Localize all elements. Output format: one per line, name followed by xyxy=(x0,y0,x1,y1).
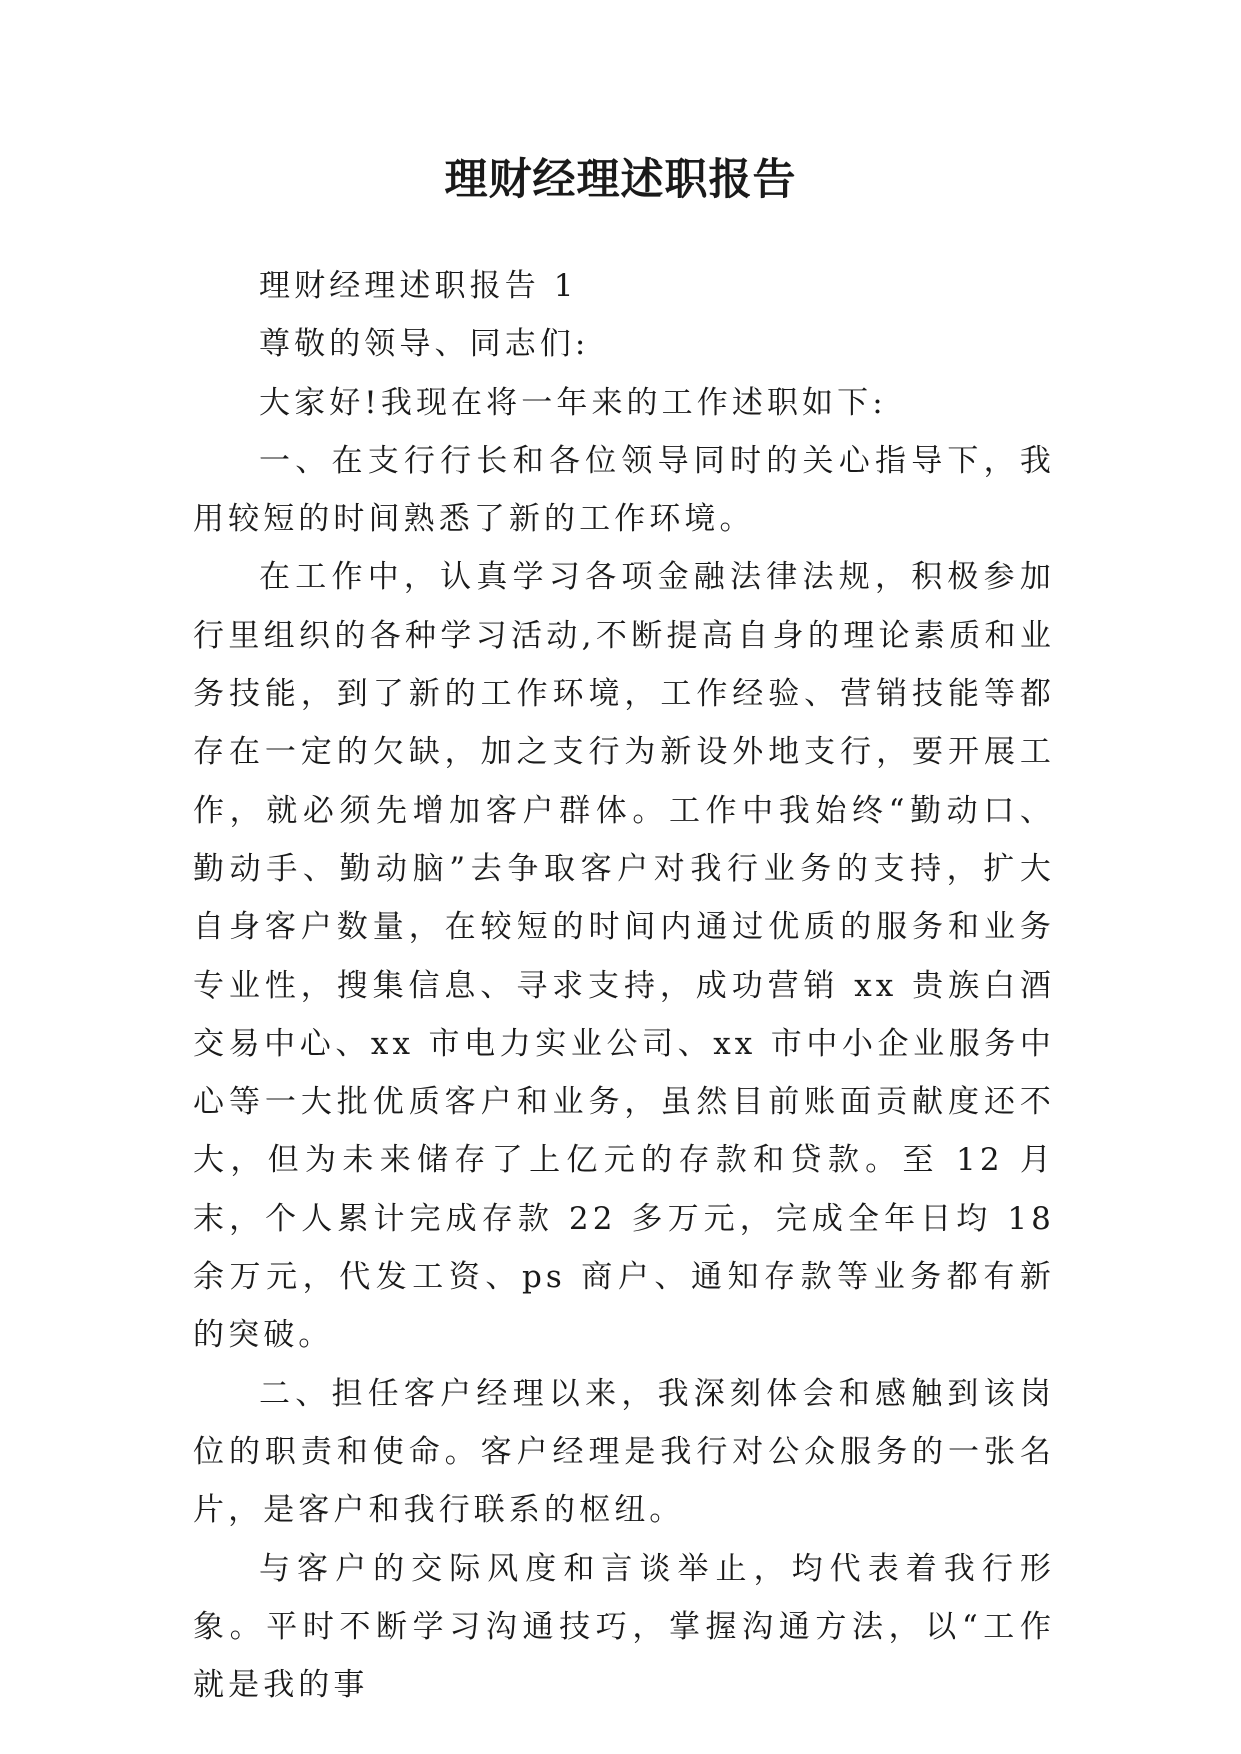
document-title: 理财经理述职报告 xyxy=(444,155,797,205)
salutation: 尊敬的领导、同志们: xyxy=(259,326,590,363)
section-two-paragraph: 二、担任客户经理以来，我深刻体会和感触到该岗位的职责和使命。客户经理是我行对公众服务的一张名片，是客户和我行联系的枢纽。 xyxy=(193,1375,1055,1529)
work-details-paragraph: 在工作中，认真学习各项金融法律法规，积极参加行里组织的各种学习活动,不断提高自身的理论素质和业务技能，到了新的工作环境，工作经验、营销技能等都存在一定的欠缺，加之支行为新设外地支行，要开展工作，就必须先增加客户群体。工作中我始终“勤动口、勤动手、勤动脑”去争取客户对我行业务的支持，扩大自身客户数量，在较短的时间内通过优质的服务和业务专业性，搜集信息、寻求支持，成功营销 xx 贵族白酒交易中心、xx 市电力实业公司、xx 市中小企业服务中心等一大批优质客户和业务，虽然目前账面贡献度还不大，但为未来储存了上亿元的存款和贷款。至 12 月末，个人累计完成存款 22 多万元，完成全年日均 18 余万元，代发工资、ps 商户、通知存款等业务都有新的突破。 xyxy=(193,559,1055,1354)
section-one-paragraph: 一、在支行行长和各位领导同时的关心指导下，我用较短的时间熟悉了新的工作环境。 xyxy=(193,442,1055,538)
report-subtitle: 理财经理述职报告 1 xyxy=(259,268,578,304)
document-body xyxy=(193,257,1055,1714)
greeting-paragraph: 大家好!我现在将一年来的工作述职如下: xyxy=(259,384,887,421)
client-communication-paragraph: 与客户的交际风度和言谈举止，均代表着我行形象。平时不断学习沟通技巧，掌握沟通方法，以“工作就是我的事 xyxy=(193,1550,1055,1704)
